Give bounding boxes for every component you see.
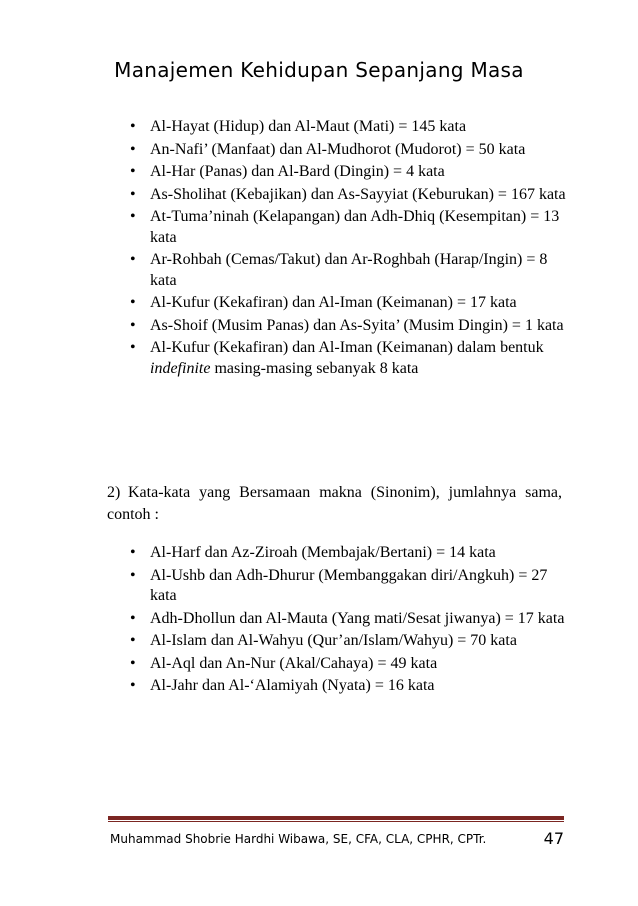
list-item: • Adh-Dhollun dan Al-Mauta (Yang mati/Sesat jiwanya) = 17 kata — [110, 609, 570, 630]
antonym-list — [110, 117, 570, 381]
page-footer — [110, 829, 564, 848]
page-number: 47 — [543, 829, 564, 848]
synonym-list — [110, 543, 570, 699]
bullet-icon: • — [130, 185, 136, 203]
page-header — [0, 58, 638, 82]
bullet-icon: • — [130, 609, 136, 627]
list-item: • As-Shoif (Musim Panas) dan As-Syita’ (Musim Dingin) = 1 kata — [110, 316, 570, 337]
list-item: • An-Nafi’ (Manfaat) dan Al-Mudhorot (Mudorot) = 50 kata — [110, 140, 570, 161]
list-item: • Ar-Rohbah (Cemas/Takut) dan Ar-Roghbah (Harap/Ingin) = 8 kata — [130, 251, 548, 289]
bullet-icon: • — [130, 654, 136, 672]
list-item: • As-Sholihat (Kebajikan) dan As-Sayyiat (Keburukan) = 167 kata — [110, 185, 570, 206]
list-item: • At-Tuma’ninah (Kelapangan) dan Adh-Dhiq (Kesempitan) = 13 kata — [130, 208, 560, 246]
bullet-icon: • — [130, 316, 136, 334]
list-item: • Al-Islam dan Al-Wahyu (Qur’an/Islam/Wahyu) = 70 kata — [110, 631, 570, 652]
list-item: • Al-Kufur (Kekafiran) dan Al-Iman (Keimanan) = 17 kata — [110, 293, 570, 314]
synonym-paragraph — [107, 482, 562, 526]
bullet-icon: • — [130, 251, 136, 268]
bullet-icon: • — [130, 163, 136, 180]
emphasis-text: indefinite — [150, 359, 211, 377]
bullet-icon: • — [130, 294, 136, 311]
list-item: • Al-Har (Panas) dan Al-Bard (Dingin) = 4 kata — [110, 162, 570, 183]
footer-rule — [108, 816, 564, 820]
paragraph-number: 2) — [107, 484, 121, 501]
bullet-icon: • — [130, 118, 136, 135]
bullet-icon: • — [130, 339, 136, 356]
bullet-icon: • — [130, 677, 136, 694]
list-item: • Al-Jahr dan Al-‘Alamiyah (Nyata) = 16 kata — [110, 676, 570, 697]
list-item: • Al-Hayat (Hidup) dan Al-Maut (Mati) = 145 kata — [110, 117, 570, 138]
bullet-icon: • — [130, 208, 136, 225]
list-item: • Al-Kufur (Kekafiran) dan Al-Iman (Keimanan) dalam bentuk indefinite masing-masing sebanyak 8 kata — [130, 339, 544, 377]
list-item: • Al-Harf dan Az-Ziroah (Membajak/Bertani) = 14 kata — [110, 543, 570, 564]
list-item: • Al-Ushb dan Adh-Dhurur (Membanggakan diri/Angkuh) = 27 kata — [130, 566, 548, 604]
bullet-icon: • — [130, 140, 136, 158]
list-item: • Al-Aql dan An-Nur (Akal/Cahaya) = 49 kata — [110, 654, 570, 675]
bullet-icon: • — [130, 544, 136, 561]
paragraph-text: Kata-kata yang Bersamaan makna (Sinonim), jumlahnya sama, contoh : — [107, 484, 562, 523]
header-title: Manajemen Kehidupan Sepanjang Masa — [114, 58, 524, 82]
footer-author: Muhammad Shobrie Hardhi Wibawa, SE, CFA, CLA, CPHR, CPTr. — [110, 832, 487, 846]
bullet-icon: • — [130, 632, 136, 649]
bullet-icon: • — [130, 566, 136, 584]
footer-rule-thin — [108, 821, 564, 822]
